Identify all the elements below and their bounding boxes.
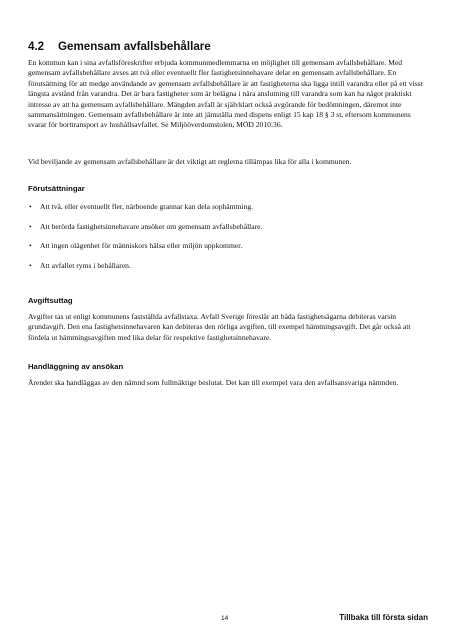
list-item <box>28 261 428 281</box>
bullet-icon: • <box>29 202 32 211</box>
section-title: Gemensam avfallsbehållare <box>58 40 211 53</box>
page-number: 14 <box>221 615 229 622</box>
list-item-text: Att ingen olägenhet för människors hälsa eller miljön uppkommer. <box>40 241 243 250</box>
bullet-icon: • <box>29 260 32 270</box>
bullet-icon: • <box>29 221 32 231</box>
bullet-icon: • <box>29 241 32 250</box>
list-item <box>28 222 428 242</box>
list-item-text: Att avfallet ryms i behållaren. <box>40 260 131 270</box>
list-item-text: Att två, eller eventuellt fler, närboende grannar kan dela sophämtning. <box>40 202 254 211</box>
list-item-text: Att berörda fastighetsinnehavare ansöker om gemensam avfallsbehållare. <box>40 221 263 231</box>
fees-paragraph: Avgifter tas ut enligt kommunens fastställda avfallstaxa. Avfall Sverige föreslår att båda fastighetsägarna debiteras varsin grundavgift. Den ena fastighetsinnehavaren kan debiteras den rörliga avgiften, till exempel hämtningsavgift. Det går också att fördela ut hämtningsavgiften med lika delar för respektive fastighetsinnehavare. <box>28 312 411 342</box>
list-item <box>28 202 428 222</box>
prerequisites-list <box>28 202 428 280</box>
rules-paragraph: Vid beviljande av gemensam avfallsbehållare är det viktigt att reglerna tillämpas lika för alla i kommunen. <box>28 157 352 166</box>
section-heading <box>28 40 428 53</box>
back-to-first-page-link[interactable]: Tillbaka till första sidan <box>339 613 428 622</box>
intro-paragraph: En kommun kan i sina avfallsföreskrifter erbjuda kommunmedlemmarna en möjlighet till gemensam avfallsbehållare. Med gemensam avfallsbehållare avses att två eller eventuellt fler fastighetsinnehavare delar en gemensam avfallsbehållare. En förutsättning för att medge användande av gemensam avfallsbehållare är att fastigheterna ska ligga intill varandra eller på ett visst längsta avstånd från varandra. Det är bara fastigheter som är belägna i nära anslutning till varandra som kan ha något praktiskt intresse av att ha gemensam avfallsbehållare. Mängden avfall är självklart också avgörande för bedömningen, däremot inte sammansättningen. Gemensam avfallsbehållare är inte att jämställa med dispens enligt 15 kap 18 § 3 st, eftersom kommunens svarar för borttransport av hushållsavfallet. Se Miljööverdomstolen, MÖD 2010:36. <box>28 58 423 130</box>
prerequisites-heading: Förutsättningar <box>28 184 85 193</box>
list-item <box>28 241 428 261</box>
handling-heading: Handläggning av ansökan <box>28 362 124 371</box>
fees-heading: Avgiftsuttag <box>28 296 73 305</box>
handling-paragraph: Ärendet ska handläggas av den nämnd som fullmäktige beslutat. Det kan till exempel vara den avfallsansvariga nämnden. <box>28 378 399 387</box>
section-number: 4.2 <box>28 40 45 53</box>
